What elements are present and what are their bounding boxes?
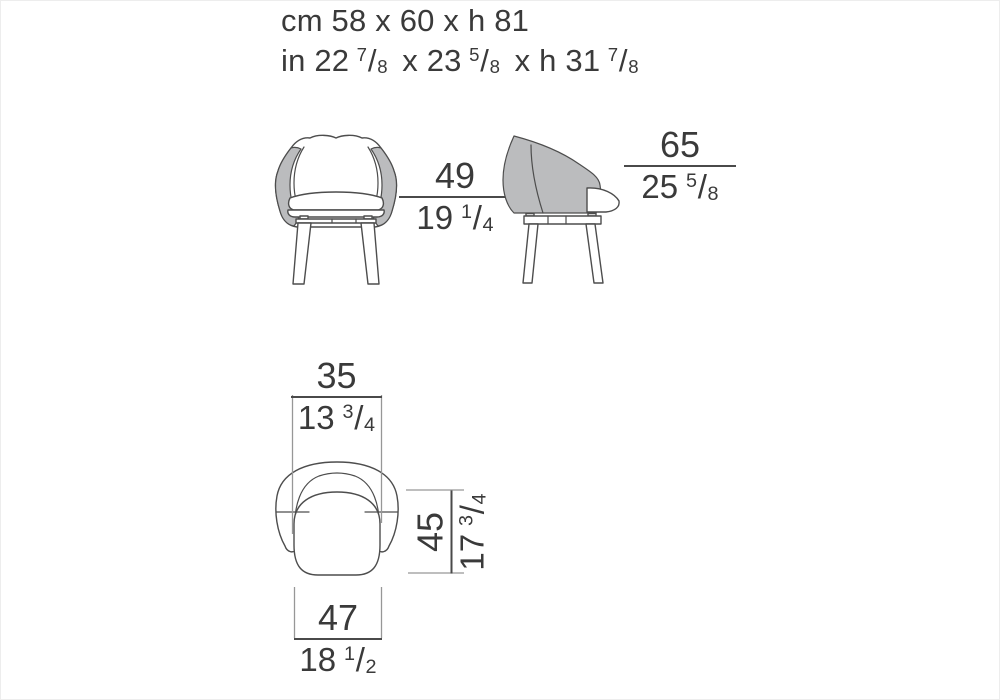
fraction: $^3$/4: [342, 399, 376, 437]
side-front-leg: [586, 224, 603, 283]
size-text-inches: [281, 43, 639, 83]
side-backrest: [503, 136, 601, 213]
fraction: $^1$/4: [461, 199, 494, 237]
dimension-top-seat-width: [294, 599, 382, 683]
in-text-part: x 23: [402, 43, 462, 78]
fraction: $^5$/8: [469, 43, 501, 78]
cm-value: 35: [316, 355, 357, 396]
unit-divider-line: [451, 491, 453, 574]
dimension-top-depth: [409, 491, 493, 574]
unit-divider-line: [624, 165, 736, 167]
unit-divider-line: [294, 638, 382, 640]
fraction: $^7$/8: [607, 43, 639, 78]
inch-value: $17^3/4$: [453, 493, 491, 571]
size-text-cm: cm 58 x 60 x h 81: [281, 3, 530, 38]
inch-value: 19 $^1$/4: [416, 199, 494, 237]
side-back-leg: [523, 224, 538, 283]
cm-value: 47: [317, 597, 359, 638]
in-text-part: x h 31: [514, 43, 601, 78]
fraction: $^7$/8: [356, 43, 388, 78]
fraction: $^5$/8: [686, 168, 719, 206]
chair-side-view-drawing: [493, 121, 633, 291]
cm-value: 65: [659, 124, 701, 165]
fraction: $^3$/4: [453, 493, 491, 526]
front-left-leg: [293, 223, 311, 284]
inch-value: 18 $^1$/2: [299, 641, 377, 679]
front-seat-cushion: [289, 192, 384, 210]
side-seat: [587, 188, 619, 212]
unit-divider-line: [291, 396, 382, 398]
in-text-part: in 22: [281, 43, 350, 78]
chair-front-view-drawing: [266, 121, 406, 291]
fraction: $^1$/2: [344, 641, 377, 679]
inch-value: 25 $^5$/8: [641, 168, 719, 206]
front-right-leg: [361, 223, 379, 284]
dimension-side-depth: [624, 126, 736, 210]
cm-value: 49: [434, 155, 476, 196]
inch-value: 13 $^3$/4: [297, 399, 376, 437]
side-frame: [524, 216, 601, 224]
top-seat: [294, 492, 380, 575]
cm-value: 45: [409, 511, 451, 553]
dimension-top-back-width: [291, 357, 382, 441]
